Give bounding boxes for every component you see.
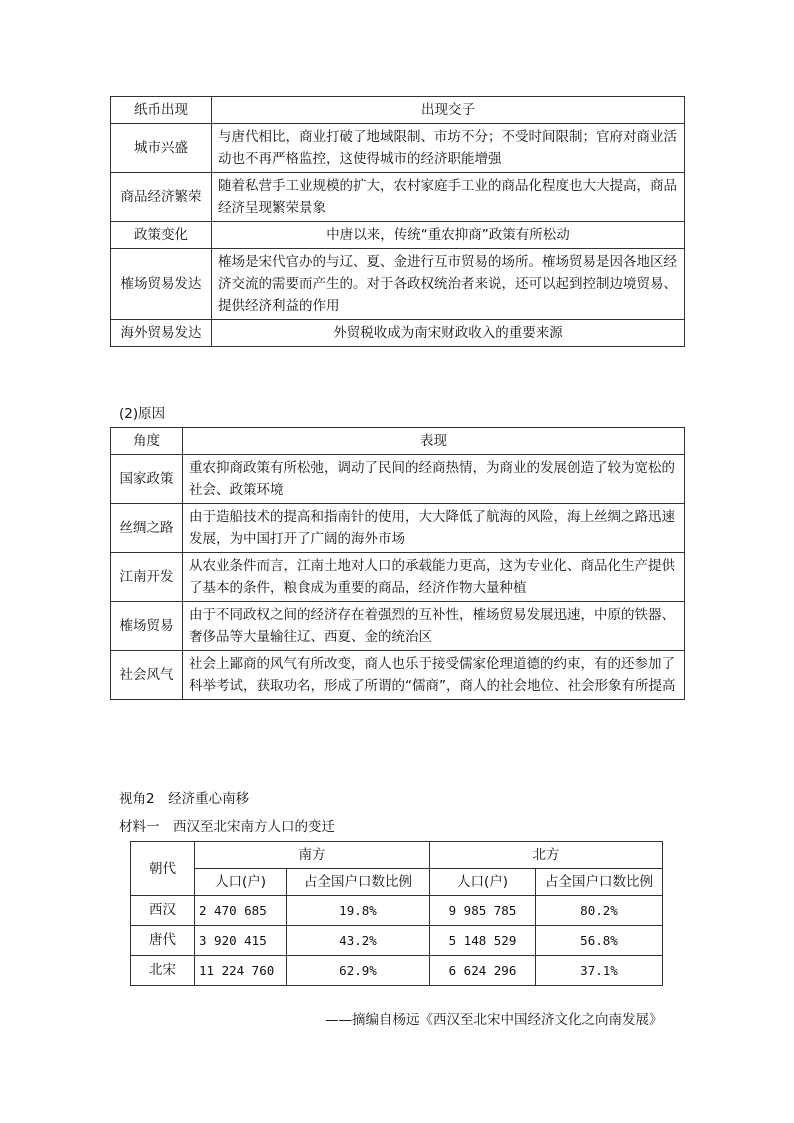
commerce-row-content: 榷场是宋代官办的与辽、夏、金进行互市贸易的场所。榷场贸易是因各地区经济交流的需要而产生的。对于各政权统治者来说，还可以起到控制边境贸易、提供经济利益的作用	[212, 249, 685, 320]
reason-row-performance: 重农抑商政策有所松弛，调动了民间的经商热情，为商业的发展创造了较为宽松的社会、政策环境	[183, 455, 685, 504]
north-ratio-cell: 56.8%	[536, 926, 663, 956]
reason-row-performance: 从农业条件而言，江南土地对人口的承载能力更高，这为专业化、商品化生产提供了基本的条件，粮食成为重要的商品，经济作物大量种植	[183, 553, 685, 602]
north-pop-cell: 6 624 296	[430, 956, 536, 986]
commerce-row	[111, 97, 685, 124]
reasons-body	[111, 455, 685, 700]
south-pop-cell: 2 470 685	[195, 896, 287, 926]
reasons-table	[110, 427, 685, 700]
population-table	[130, 841, 663, 986]
population-body	[131, 896, 663, 986]
south-ratio-header: 占全国户口数比例	[287, 869, 430, 896]
commerce-row	[111, 124, 685, 173]
population-row	[131, 896, 663, 926]
reason-row	[111, 553, 685, 602]
commerce-features-body	[111, 97, 685, 347]
commerce-row-label: 榷场贸易发达	[111, 249, 212, 320]
reason-row-performance: 社会上鄙商的风气有所改变，商人也乐于接受儒家伦理道德的约束，有的还参加了科举考试，获取功名，形成了所谓的“儒商”，商人的社会地位、社会形象有所提高	[183, 651, 685, 700]
north-ratio-cell: 37.1%	[536, 956, 663, 986]
north-pop-header: 人口(户)	[430, 869, 536, 896]
reason-row-angle: 丝绸之路	[111, 504, 183, 553]
reason-row-angle: 国家政策	[111, 455, 183, 504]
commerce-row	[111, 173, 685, 222]
reason-row-angle: 江南开发	[111, 553, 183, 602]
dynasty-cell: 唐代	[131, 926, 195, 956]
commerce-row-label: 商品经济繁荣	[111, 173, 212, 222]
commerce-row-content: 与唐代相比，商业打破了地域限制、市坊不分；不受时间限制；官府对商业活动也不再严格监控，这使得城市的经济职能增强	[212, 124, 685, 173]
population-row	[131, 956, 663, 986]
commerce-row-label: 城市兴盛	[111, 124, 212, 173]
dynasty-cell: 西汉	[131, 896, 195, 926]
reason-row	[111, 455, 685, 504]
reasons-header-performance: 表现	[183, 428, 685, 455]
commerce-row-content: 外贸税收成为南宋财政收入的重要来源	[212, 320, 685, 347]
population-header-row-2	[131, 869, 663, 896]
material-title: 材料一 西汉至北宋南方人口的变迁	[119, 819, 335, 835]
commerce-row	[111, 249, 685, 320]
section-heading: 视角2 经济重心南移	[119, 791, 250, 807]
north-pop-cell: 9 985 785	[430, 896, 536, 926]
commerce-row	[111, 222, 685, 249]
reasons-header-angle: 角度	[111, 428, 183, 455]
south-header: 南方	[195, 842, 430, 869]
south-ratio-cell: 62.9%	[287, 956, 430, 986]
south-pop-cell: 11 224 760	[195, 956, 287, 986]
commerce-row-label: 政策变化	[111, 222, 212, 249]
north-header: 北方	[430, 842, 663, 869]
reason-row-performance: 由于不同政权之间的经济存在着强烈的互补性，榷场贸易发展迅速，中原的铁器、奢侈品等大量输往辽、西夏、金的统治区	[183, 602, 685, 651]
commerce-row-content: 出现交子	[212, 97, 685, 124]
commerce-features-table	[110, 96, 685, 347]
population-row	[131, 926, 663, 956]
south-ratio-cell: 19.8%	[287, 896, 430, 926]
north-ratio-header: 占全国户口数比例	[536, 869, 663, 896]
reason-row	[111, 504, 685, 553]
commerce-row-content: 随着私营手工业规模的扩大，农村家庭手工业的商品化程度也大大提高，商品经济呈现繁荣景象	[212, 173, 685, 222]
south-pop-header: 人口(户)	[195, 869, 287, 896]
dynasty-header: 朝代	[131, 842, 195, 896]
reason-row-angle: 社会风气	[111, 651, 183, 700]
dynasty-cell: 北宋	[131, 956, 195, 986]
commerce-row-label: 海外贸易发达	[111, 320, 212, 347]
south-pop-cell: 3 920 415	[195, 926, 287, 956]
reason-row	[111, 602, 685, 651]
reason-row	[111, 651, 685, 700]
north-pop-cell: 5 148 529	[430, 926, 536, 956]
reasons-header-row	[111, 428, 685, 455]
north-ratio-cell: 80.2%	[536, 896, 663, 926]
population-header-row-1	[131, 842, 663, 869]
commerce-row-label: 纸币出现	[111, 97, 212, 124]
reason-heading: (2)原因	[119, 406, 166, 422]
source-citation: ——摘编自杨远《西汉至北宋中国经济文化之向南发展》	[325, 1012, 663, 1028]
commerce-row-content: 中唐以来，传统“重农抑商”政策有所松动	[212, 222, 685, 249]
reason-row-angle: 榷场贸易	[111, 602, 183, 651]
south-ratio-cell: 43.2%	[287, 926, 430, 956]
reason-row-performance: 由于造船技术的提高和指南针的使用，大大降低了航海的风险，海上丝绸之路迅速发展，为中国打开了广阔的海外市场	[183, 504, 685, 553]
commerce-row	[111, 320, 685, 347]
